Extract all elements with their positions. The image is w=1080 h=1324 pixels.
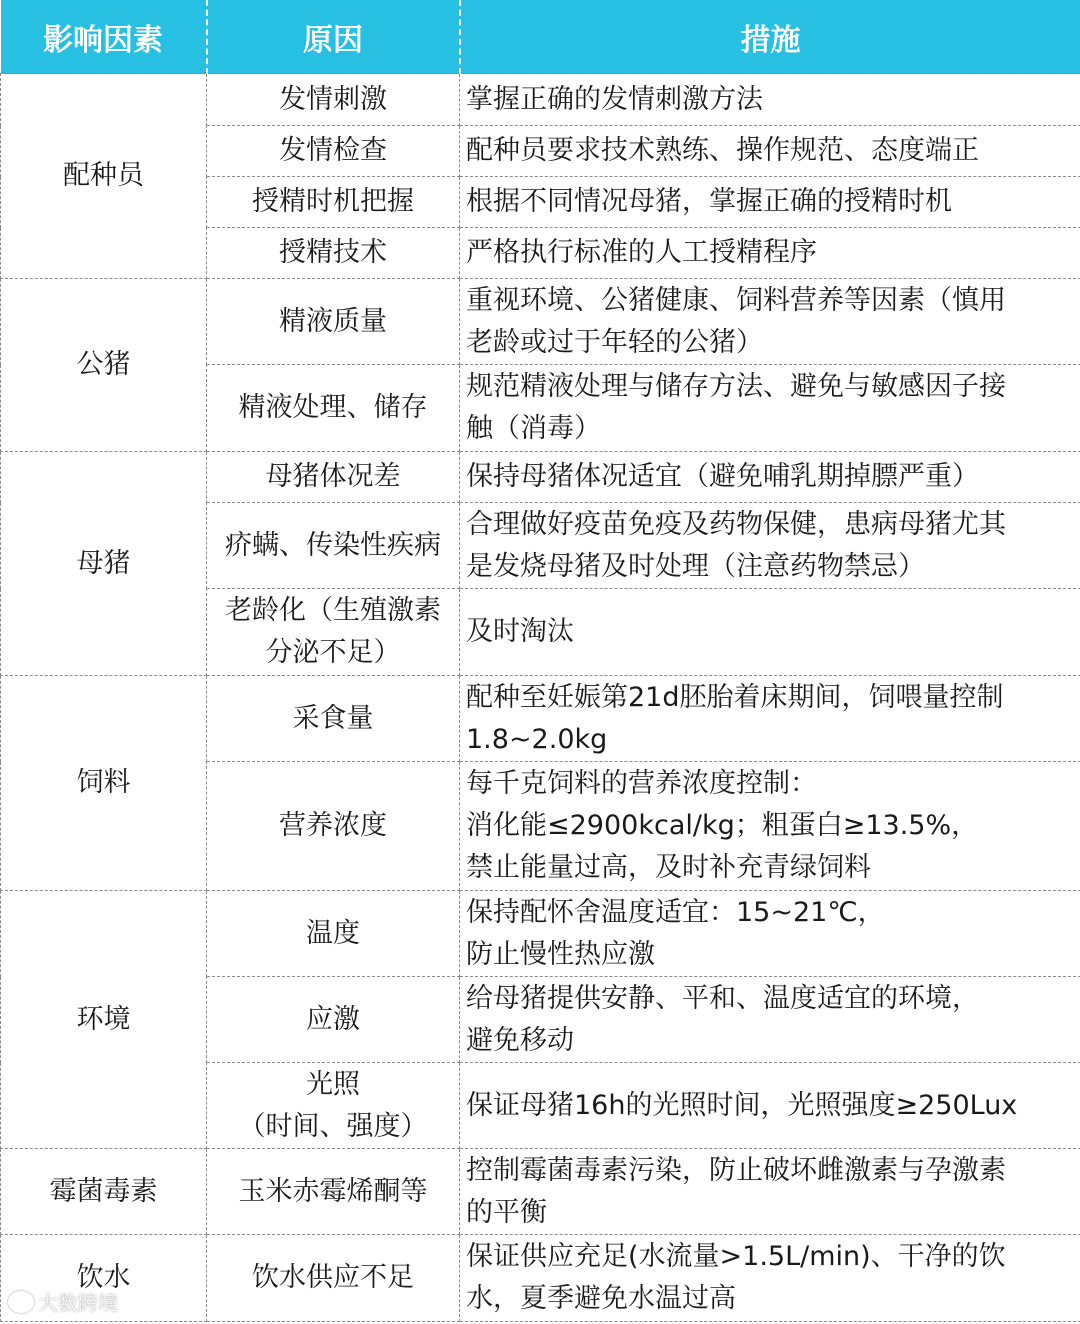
measure-line: 配种员要求技术熟练、操作规范、态度端正	[466, 135, 979, 166]
measure-line: 保证母猪16h的光照时间，光照强度≥250Lux	[466, 1089, 1018, 1121]
table-row	[1, 74, 1080, 126]
measure-line: 的平衡	[466, 1196, 547, 1228]
reason-cell	[207, 1149, 460, 1235]
table-row	[1, 1149, 1080, 1235]
measure-line: 配种至妊娠第21d胚胎着床期间，饲喂量控制	[466, 681, 1004, 713]
reason-cell	[207, 503, 460, 589]
table-row	[1, 1235, 1080, 1322]
reason-cell	[207, 1235, 460, 1322]
measure-cell	[460, 1149, 1080, 1235]
reason-line: 授精技术	[279, 237, 387, 268]
measure-cell	[460, 1063, 1080, 1149]
reason-line: 授精时机把握	[252, 186, 414, 217]
measure-cell	[460, 365, 1080, 452]
reason-line: 温度	[306, 917, 360, 949]
measure-cell	[460, 503, 1080, 589]
factor-cell: 饲料	[1, 676, 207, 891]
reason-cell	[207, 762, 460, 891]
watermark	[8, 1287, 118, 1316]
reason-line: 老龄化（生殖激素	[225, 595, 441, 626]
measure-cell	[460, 452, 1080, 503]
measure-line: 及时淘汰	[466, 616, 574, 647]
measure-line: 老龄或过于年轻的公猪）	[466, 326, 763, 358]
measure-cell	[460, 1235, 1080, 1322]
measure-line: 保持母猪体况适宜（避免哺乳期掉膘严重）	[466, 461, 979, 492]
measure-cell	[460, 762, 1080, 891]
factor-cell: 饮水	[1, 1235, 207, 1322]
measure-cell	[460, 228, 1080, 279]
measure-line: 给母猪提供安静、平和、温度适宜的环境，	[466, 982, 979, 1014]
factor-cell: 环境	[1, 891, 207, 1149]
reason-line: 疥螨、传染性疾病	[225, 529, 441, 561]
table-header	[1, 0, 1080, 74]
measure-line: 掌握正确的发情刺激方法	[466, 83, 763, 115]
measure-cell	[460, 891, 1080, 977]
reason-cell	[207, 589, 460, 676]
measure-line: 控制霉菌毒素污染，防止破坏雌激素与孕激素	[466, 1154, 1006, 1186]
reason-line: 分泌不足）	[265, 637, 401, 668]
reason-line: 母猪体况差	[265, 461, 401, 492]
measure-line: 保持配怀舍温度适宜：15~21℃，	[466, 896, 885, 928]
measure-cell	[460, 126, 1080, 177]
measure-line: 根据不同情况母猪，掌握正确的授精时机	[466, 186, 952, 217]
reason-line: 光照	[306, 1068, 360, 1100]
reason-cell	[207, 365, 460, 452]
measure-line: 严格执行标准的人工授精程序	[466, 237, 817, 268]
reason-line: 发情检查	[279, 135, 387, 166]
measure-line: 防止慢性热应激	[466, 938, 655, 970]
measure-line: 重视环境、公猪健康、饲料营养等因素（慎用	[466, 284, 1006, 316]
reason-line: 精液质量	[279, 305, 387, 337]
reason-cell	[207, 977, 460, 1063]
table-row	[1, 676, 1080, 762]
reason-line: 精液处理、储存	[238, 392, 428, 423]
weibo-logo-icon	[8, 1291, 34, 1313]
factor-cell: 配种员	[1, 74, 207, 279]
reason-line: 玉米赤霉烯酮等	[238, 1175, 428, 1207]
measure-line: 避免移动	[466, 1024, 574, 1056]
measure-cell	[460, 977, 1080, 1063]
measure-cell	[460, 177, 1080, 228]
reason-line: 应激	[306, 1003, 360, 1035]
reason-line: 饮水供应不足	[252, 1262, 414, 1293]
reason-line: 营养浓度	[279, 810, 387, 841]
reason-line: 发情刺激	[279, 83, 387, 115]
table-row	[1, 279, 1080, 365]
reason-cell	[207, 126, 460, 177]
measure-cell	[460, 676, 1080, 762]
reason-cell	[207, 1063, 460, 1149]
header-measure: 措施	[460, 0, 1080, 74]
reason-cell	[207, 177, 460, 228]
factor-cell: 公猪	[1, 279, 207, 452]
factor-cell: 霉菌毒素	[1, 1149, 207, 1235]
reason-cell	[207, 676, 460, 762]
measure-line: 每千克饲料的营养浓度控制：	[466, 768, 817, 799]
reason-cell	[207, 74, 460, 126]
factor-cell: 母猪	[1, 452, 207, 676]
reason-cell	[207, 279, 460, 365]
measure-line: 禁止能量过高，及时补充青绿饲料	[466, 852, 871, 883]
reason-cell	[207, 891, 460, 977]
measure-line: 1.8~2.0kg	[466, 723, 608, 755]
measure-line: 触（消毒）	[466, 413, 601, 444]
watermark-text: 大数跨境	[38, 1291, 118, 1315]
measure-line: 规范精液处理与储存方法、避免与敏感因子接	[466, 371, 1006, 402]
measure-line: 保证供应充足(水流量>1.5L/min)、干净的饮	[466, 1241, 1006, 1272]
table-row	[1, 891, 1080, 977]
header-reason: 原因	[207, 0, 460, 74]
measure-cell	[460, 589, 1080, 676]
table-row	[1, 452, 1080, 503]
header-factor: 影响因素	[1, 0, 207, 74]
measure-line: 水，夏季避免水温过高	[466, 1283, 736, 1314]
measure-line: 是发烧母猪及时处理（注意药物禁忌）	[466, 550, 925, 582]
measure-cell	[460, 279, 1080, 365]
reason-cell	[207, 228, 460, 279]
measure-line: 消化能≤2900kcal/kg；粗蛋白≥13.5%，	[466, 810, 979, 841]
measure-line: 合理做好疫苗免疫及药物保健，患病母猪尤其	[466, 508, 1006, 540]
measure-cell	[460, 74, 1080, 126]
reason-line: 采食量	[292, 702, 374, 734]
table-body	[1, 74, 1080, 1322]
reason-cell	[207, 452, 460, 503]
reason-line: （时间、强度）	[238, 1110, 428, 1142]
